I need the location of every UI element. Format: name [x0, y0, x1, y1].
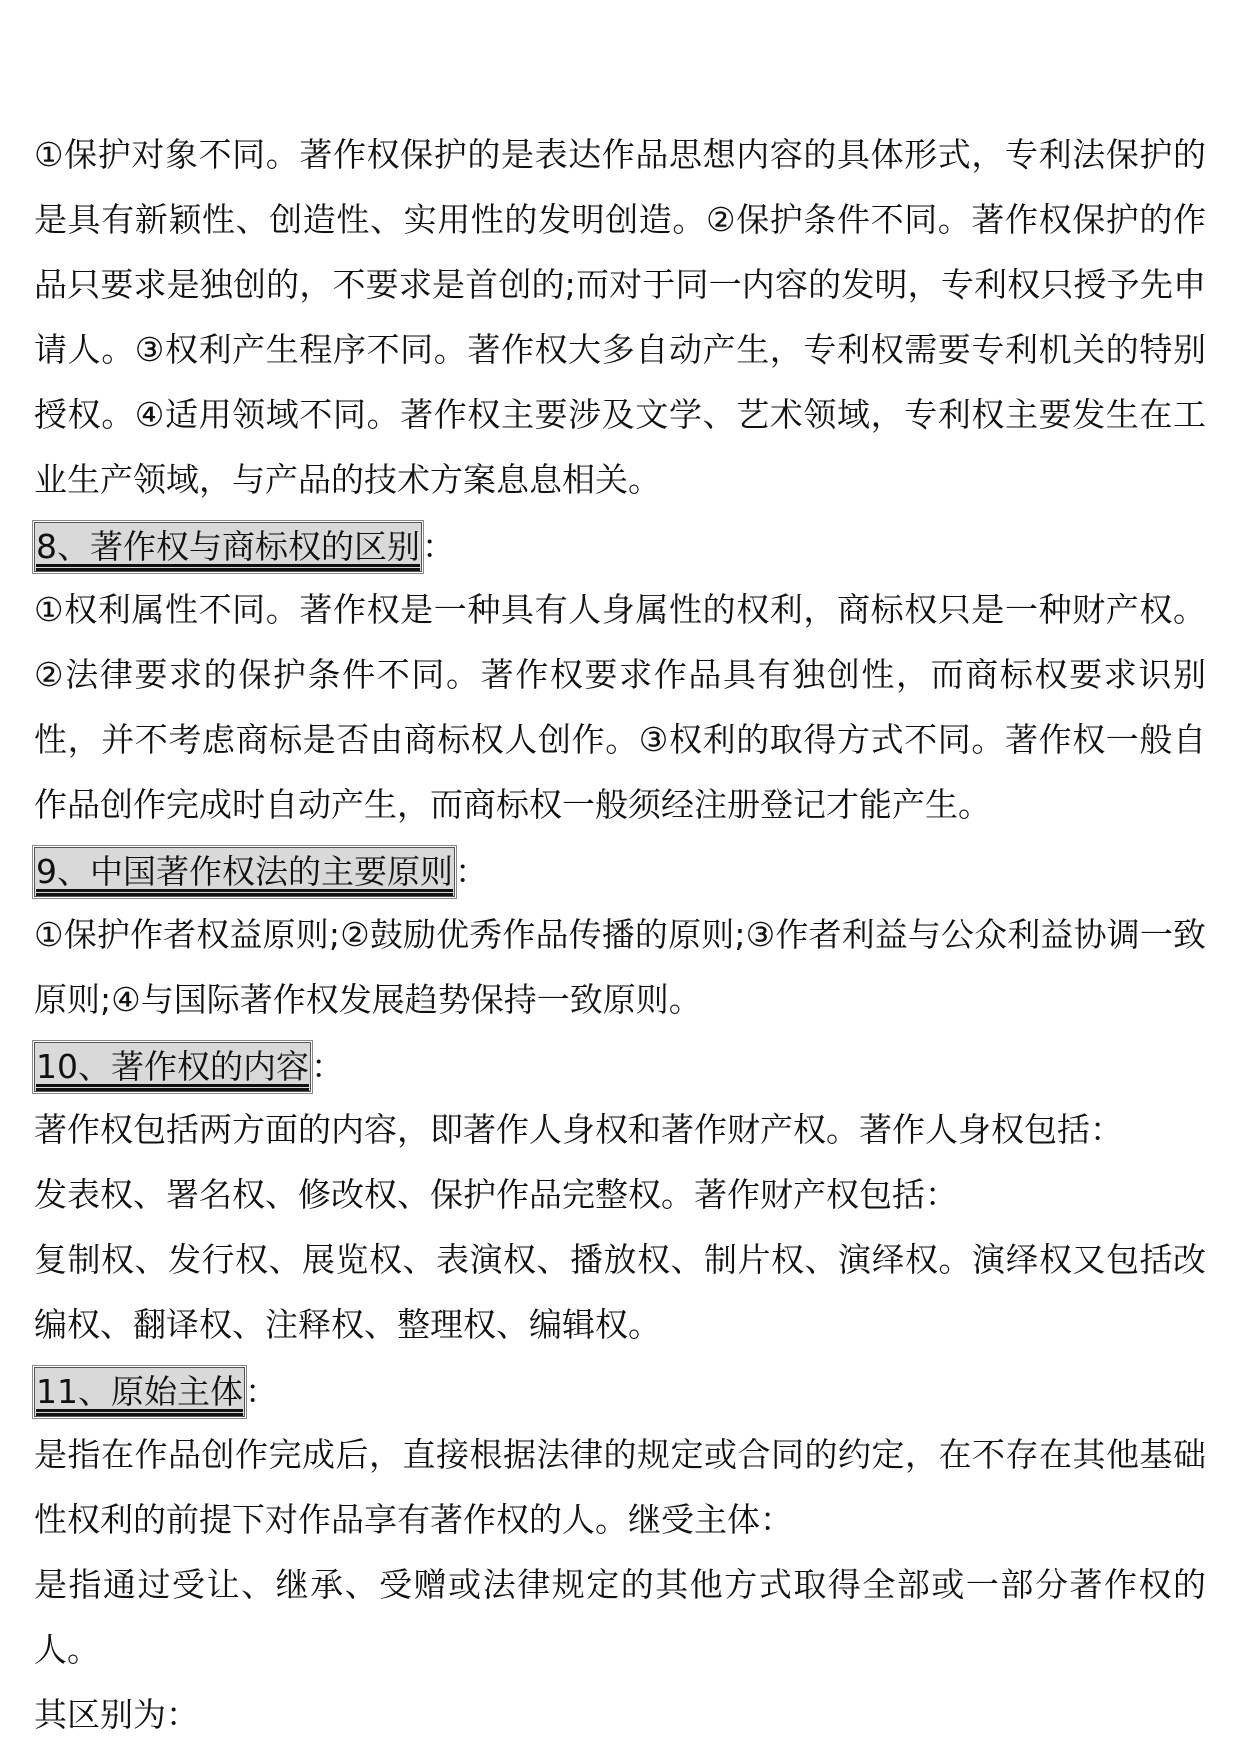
heading-colon: ： — [245, 1372, 278, 1411]
section-heading-10 — [34, 1032, 1206, 1097]
section-heading-9 — [34, 837, 1206, 902]
heading-colon: ： — [311, 1047, 344, 1086]
heading-label: 11、原始主体 — [34, 1367, 245, 1417]
section-heading-11 — [34, 1357, 1206, 1422]
heading-label: 9、中国著作权法的主要原则 — [34, 847, 455, 897]
heading-colon: ： — [422, 527, 455, 566]
paragraph-patent-vs-copyright: ①保护对象不同。著作权保护的是表达作品思想内容的具体形式，专利法保护的是具有新颖性、创造性、实用性的发明创造。②保护条件不同。著作权保护的作品只要求是独创的，不要求是首创的;而对于同一内容的发明，专利权只授予先申请人。③权利产生程序不同。著作权大多自动产生，专利权需要专利机关的特别授权。④适用领域不同。著作权主要涉及文学、艺术领域，专利权主要发生在工业生产领域，与产品的技术方案息息相关。 — [34, 135, 1206, 499]
paragraph-personal-rights: 发表权、署名权、修改权、保护作品完整权。著作财产权包括： — [34, 1175, 958, 1214]
heading-label: 8、著作权与商标权的区别 — [34, 522, 422, 572]
paragraph-property-rights: 复制权、发行权、展览权、表演权、播放权、制片权、演绎权。演绎权又包括改编权、翻译权、注释权、整理权、编辑权。 — [34, 1240, 1206, 1344]
paragraph-difference-lead: 其区别为： — [34, 1695, 199, 1734]
heading-colon: ： — [455, 852, 488, 891]
heading-label: 10、著作权的内容 — [34, 1042, 311, 1092]
paragraph-successor-subject: 是指通过受让、继承、受赠或法律规定的其他方式取得全部或一部分著作权的人。 — [34, 1565, 1206, 1669]
section-heading-8 — [34, 512, 1206, 577]
document-body — [34, 122, 1206, 1747]
paragraph-principles: ①保护作者权益原则;②鼓励优秀作品传播的原则;③作者利益与公众利益协调一致原则;④与国际著作权发展趋势保持一致原则。 — [34, 915, 1206, 1019]
paragraph-trademark-differences: ①权利属性不同。著作权是一种具有人身属性的权利，商标权只是一种财产权。②法律要求的保护条件不同。著作权要求作品具有独创性，而商标权要求识别性，并不考虑商标是否由商标权人创作。③权利的取得方式不同。著作权一般自作品创作完成时自动产生，而商标权一般须经注册登记才能产生。 — [34, 590, 1206, 824]
paragraph-original-subject: 是指在作品创作完成后，直接根据法律的规定或合同的约定，在不存在其他基础性权利的前提下对作品享有著作权的人。继受主体： — [34, 1435, 1206, 1539]
paragraph-content-intro: 著作权包括两方面的内容，即著作人身权和著作财产权。著作人身权包括： — [34, 1110, 1123, 1149]
